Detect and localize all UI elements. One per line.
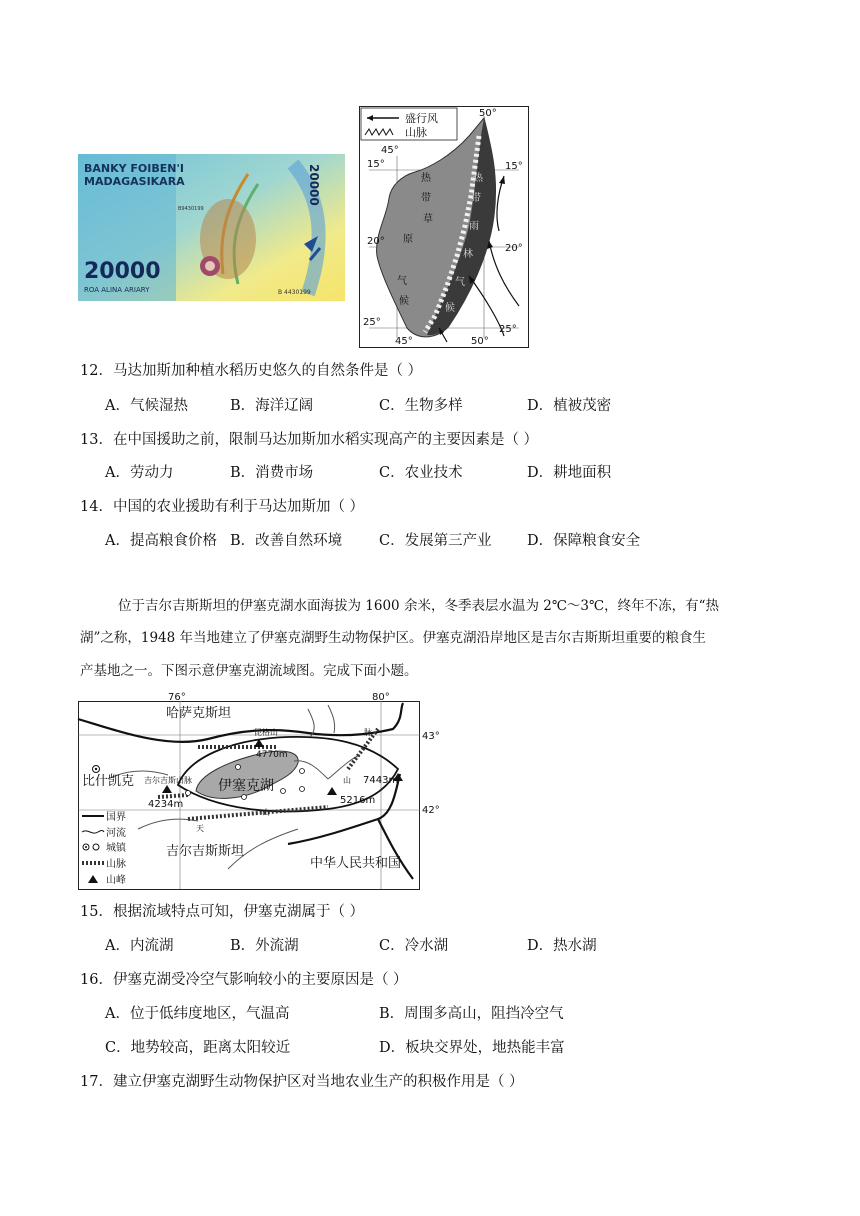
label-shan-2: 山 (262, 808, 270, 817)
banknote-serial: B 4430199 (278, 289, 311, 296)
zone-left-char-2: 带 (421, 193, 431, 204)
q14-option-c[interactable]: C．发展第三产业 (379, 533, 492, 549)
q15-option-b[interactable]: B．外流湖 (230, 938, 299, 954)
label-kyrgyz-range: 吉尔吉斯山脉 (144, 776, 192, 785)
legend-mountain: 山脉 (405, 126, 427, 139)
label-shan: 山 (343, 776, 351, 785)
banknote-denomination: 20000 (84, 259, 161, 284)
label-kazakhstan: 哈萨克斯坦 (166, 706, 232, 721)
lat-label-42: 42° (422, 805, 440, 816)
passage-line-1: 位于吉尔吉斯斯坦的伊塞克湖水面海拔为 1600 余米，冬季表层水温为 2℃～3℃，终年不冻，有“热 (118, 598, 720, 614)
lon-label-50-top: 50° (479, 108, 497, 119)
banknote-denomination-vertical: 20000 (307, 164, 321, 206)
zone-right-char-4: 林 (463, 249, 473, 260)
legend-border: 国界 (106, 812, 126, 823)
legend-river: 河流 (106, 828, 126, 839)
zone-right-char-2: 带 (471, 193, 481, 204)
lat-label-43: 43° (422, 731, 440, 742)
zone-right-char-3: 雨 (469, 221, 479, 232)
town-icon (85, 846, 87, 848)
question-15-stem: 15．根据流域特点可知，伊塞克湖属于（ ） (80, 904, 365, 920)
zone-right-char-1: 热 (473, 173, 483, 184)
passage-line-3: 产基地之一。下图示意伊塞克湖流域图。完成下面小题。 (80, 663, 418, 679)
label-bishkek: 比什凯克 (82, 774, 135, 789)
q13-option-b[interactable]: B．消费市场 (230, 465, 314, 481)
lon-label-50-bottom: 50° (471, 336, 489, 347)
q14-option-b[interactable]: B．改善自然环境 (230, 533, 343, 549)
q12-option-b[interactable]: B．海洋辽阔 (230, 398, 314, 414)
lon-label-45-top: 45° (381, 145, 399, 156)
q12-option-d[interactable]: D．植被茂密 (527, 398, 612, 414)
q16-option-b[interactable]: B．周围多高山，阻挡冷空气 (379, 1006, 564, 1022)
label-peak-4770: 4770m (256, 750, 288, 760)
banknote-image (78, 154, 345, 301)
banknote-words: ROA ALINA ARIARY (84, 286, 150, 294)
q13-option-c[interactable]: C．农业技术 (379, 465, 463, 481)
label-peak-5216: 5216m (340, 795, 376, 806)
zone-left-char-4: 原 (403, 234, 413, 245)
label-lake: 伊塞克湖 (218, 778, 274, 794)
question-14-stem: 14．中国的农业援助有利于马达加斯加（ ） (80, 499, 365, 515)
q14-option-d[interactable]: D．保障粮食安全 (527, 533, 641, 549)
q15-option-a[interactable]: A．内流湖 (105, 938, 174, 954)
question-12-stem: 12．马达加斯加种植水稻历史悠久的自然条件是（ ） (80, 363, 423, 379)
lon-label-80: 80° (372, 692, 390, 703)
legend-town: 城镇 (106, 843, 126, 854)
legend-wind: 盛行风 (405, 112, 438, 125)
question-13-stem: 13．在中国援助之前，限制马达加斯加水稻实现高产的主要因素是（ ） (80, 432, 539, 448)
zone-left-char-1: 热 (421, 173, 431, 184)
q16-option-c[interactable]: C．地势较高，距离太阳较近 (105, 1040, 291, 1056)
q16-option-d[interactable]: D．板块交界处，地热能丰富 (379, 1040, 565, 1056)
q15-option-d[interactable]: D．热水湖 (527, 938, 597, 954)
passage-line-2: 湖”之称，1948 年当地建立了伊塞克湖野生动物保护区。伊塞克湖沿岸地区是吉尔吉斯斯坦重要的粮食生 (80, 630, 707, 646)
banknote-issuer-line2: MADAGASIKARA (84, 175, 185, 188)
q12-option-a[interactable]: A．气候湿热 (105, 398, 188, 414)
zone-left-char-3: 草 (423, 214, 433, 225)
lat-label-15-left: 15° (367, 159, 385, 170)
lon-label-45-bottom: 45° (395, 336, 413, 347)
lat-label-20-left: 20° (367, 236, 385, 247)
banknote-issuer-line1: BANKY FOIBEN'I (84, 162, 184, 175)
label-kunlun: 昆格山 (254, 728, 278, 737)
madagascar-map (359, 106, 529, 348)
lon-label-76: 76° (168, 692, 186, 703)
zone-right-char-6: 候 (445, 303, 455, 314)
question-17-stem: 17．建立伊塞克湖野生动物保护区对当地农业生产的积极作用是（ ） (80, 1074, 524, 1090)
q15-option-c[interactable]: C．冷水湖 (379, 938, 449, 954)
question-16-stem: 16．伊塞克湖受冷空气影响较小的主要原因是（ ） (80, 972, 408, 988)
banknote-illustration (78, 154, 345, 301)
label-china: 中华人民共和国 (310, 856, 402, 871)
q16-option-a[interactable]: A．位于低纬度地区，气温高 (105, 1006, 290, 1022)
q14-option-a[interactable]: A．提高粮食价格 (105, 533, 217, 549)
label-kyrgyzstan: 吉尔吉斯斯坦 (166, 844, 245, 859)
zone-right-char-5: 气 (455, 277, 465, 288)
banknote-serial-top: B9430199 (178, 206, 204, 212)
lat-label-25-left: 25° (363, 317, 381, 328)
q13-option-a[interactable]: A．劳动力 (105, 465, 174, 481)
lat-label-25-right: 25° (499, 324, 517, 335)
zone-left-char-6: 候 (399, 296, 409, 307)
q13-option-d[interactable]: D．耕地面积 (527, 465, 612, 481)
issyk-kul-map (78, 689, 440, 890)
label-peak-4234: 4234m (148, 799, 184, 810)
lat-label-20-right: 20° (505, 243, 523, 254)
label-mai: 脉 (364, 728, 372, 737)
label-tian: 天 (196, 824, 204, 833)
legend-mountain-range: 山脉 (106, 859, 126, 870)
q12-option-c[interactable]: C．生物多样 (379, 398, 463, 414)
label-peak-7443: 7443m (363, 775, 399, 786)
lat-label-15-right: 15° (505, 161, 523, 172)
zone-left-char-5: 气 (397, 276, 407, 287)
legend-peak: 山峰 (106, 875, 126, 886)
